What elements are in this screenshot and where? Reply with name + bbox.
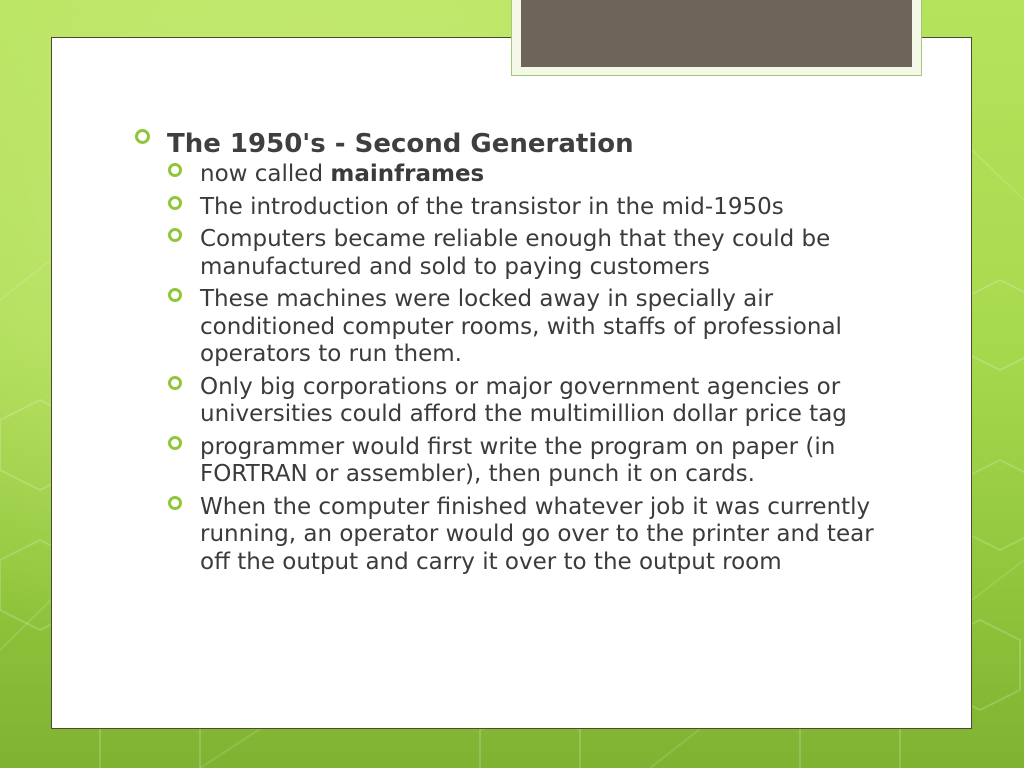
bullet-text: These machines were locked away in specially air conditioned computer rooms, with staffs of professional operators to run them. xyxy=(200,286,842,367)
slide-content-area xyxy=(51,37,972,729)
heading-bullet xyxy=(135,127,875,161)
bullet-text: When the computer finished whatever job it was currently running, an operator would go over to the printer and tear off the output and carry it over to the output room xyxy=(200,493,874,575)
bullet-text: now called xyxy=(200,161,331,187)
list-item xyxy=(168,434,875,489)
ring-bullet-icon xyxy=(168,163,182,177)
list-item xyxy=(168,226,875,281)
slide-heading: The 1950's - Second Generation xyxy=(167,129,634,159)
title-placeholder-block xyxy=(521,0,912,67)
list-item xyxy=(168,286,875,369)
list-item xyxy=(168,194,875,222)
ring-bullet-icon xyxy=(168,496,182,510)
bullet-text: programmer would first write the program on paper (in FORTRAN or assembler), then punch it on cards. xyxy=(200,433,836,487)
bullet-bold-text: mainframes xyxy=(330,161,485,187)
ring-bullet-icon xyxy=(168,376,182,390)
bullet-text: The introduction of the transistor in the mid-1950s xyxy=(200,193,784,220)
ring-bullet-icon xyxy=(168,228,182,242)
list-item xyxy=(168,374,875,429)
bullet-text: Only big corporations or major government agencies or universities could afford the multimillion dollar price tag xyxy=(200,373,847,427)
ring-bullet-icon xyxy=(168,436,182,450)
bullet-text: Computers became reliable enough that they could be manufactured and sold to paying customers xyxy=(200,226,831,280)
ring-bullet-icon xyxy=(168,196,182,210)
bullet-list xyxy=(135,127,875,581)
ring-bullet-icon xyxy=(135,129,150,144)
sub-bullet-list xyxy=(135,161,875,576)
ring-bullet-icon xyxy=(168,288,182,302)
title-placeholder-frame xyxy=(511,0,922,76)
list-item xyxy=(168,161,875,189)
list-item xyxy=(168,494,875,577)
